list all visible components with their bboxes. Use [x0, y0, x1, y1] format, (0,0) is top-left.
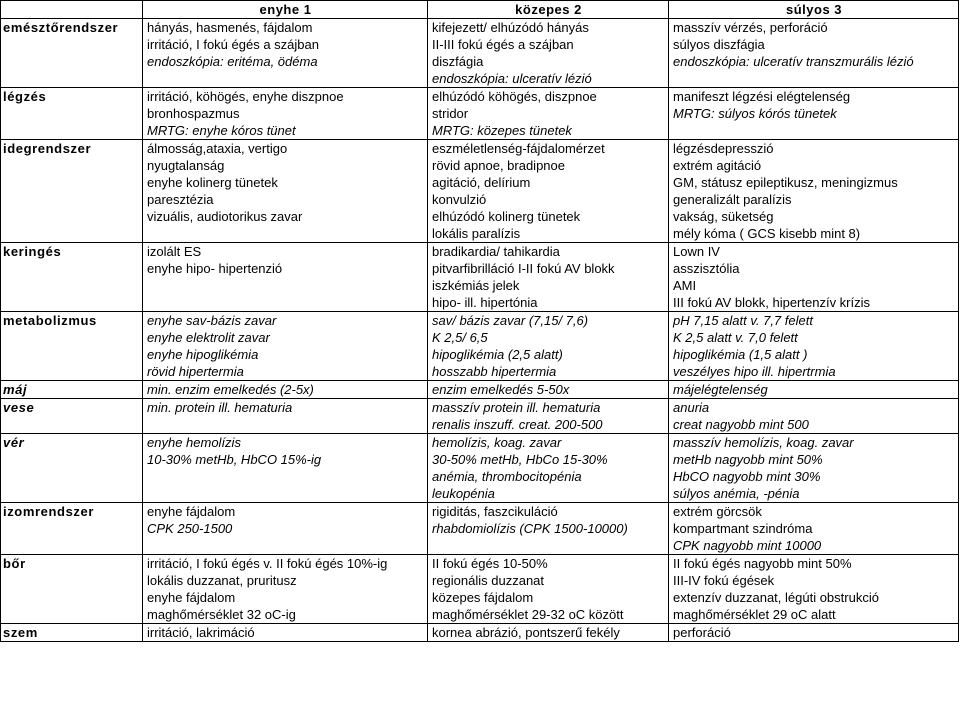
severity-cell-1: enyhe hemolízis	[143, 434, 428, 452]
category-label: légzés	[1, 88, 143, 106]
severity-cell-2: agitáció, delírium	[428, 174, 669, 191]
severity-cell-1: enyhe fájdalom	[143, 589, 428, 606]
table-row	[1, 416, 959, 434]
severity-cell-3: III fokú AV blokk, hipertenzív krízis	[669, 294, 959, 312]
table-row	[1, 105, 959, 122]
category-spacer	[1, 208, 143, 225]
category-label: vér	[1, 434, 143, 452]
severity-cell-2: eszméletlenség-fájdalomérzet	[428, 140, 669, 158]
severity-cell-2: leukopénia	[428, 485, 669, 503]
severity-cell-1	[143, 225, 428, 243]
severity-cell-3: súlyos diszfágia	[669, 36, 959, 53]
table-row	[1, 53, 959, 70]
category-spacer	[1, 105, 143, 122]
category-spacer	[1, 485, 143, 503]
severity-cell-3: pH 7,15 alatt v. 7,7 felett	[669, 312, 959, 330]
category-label: bőr	[1, 555, 143, 573]
severity-cell-2: rigiditás, faszcikuláció	[428, 503, 669, 521]
severity-cell-2: hosszabb hipertermia	[428, 363, 669, 381]
severity-cell-3: kompartmant szindróma	[669, 520, 959, 537]
severity-cell-1: irritáció, lakrimáció	[143, 624, 428, 642]
table-row	[1, 346, 959, 363]
severity-cell-3: extrém agitáció	[669, 157, 959, 174]
severity-cell-2: kornea abrázió, pontszerű fekély	[428, 624, 669, 642]
severity-cell-3: GM, státusz epileptikusz, meningizmus	[669, 174, 959, 191]
severity-cell-2: maghőmérséklet 29-32 oC között	[428, 606, 669, 624]
category-spacer	[1, 122, 143, 140]
category-spacer	[1, 468, 143, 485]
severity-cell-3: II fokú égés nagyobb mint 50%	[669, 555, 959, 573]
table-row	[1, 208, 959, 225]
severity-cell-2: lokális paralízis	[428, 225, 669, 243]
severity-cell-1: 10-30% metHb, HbCO 15%-ig	[143, 451, 428, 468]
severity-cell-1: CPK 250-1500	[143, 520, 428, 537]
severity-cell-2: iszkémiás jelek	[428, 277, 669, 294]
severity-cell-1: rövid hipertermia	[143, 363, 428, 381]
table-row	[1, 329, 959, 346]
table-row	[1, 260, 959, 277]
severity-cell-2: bradikardia/ tahikardia	[428, 243, 669, 261]
severity-cell-1: irritáció, I fokú égés a szájban	[143, 36, 428, 53]
severity-cell-3: Lown IV	[669, 243, 959, 261]
table-row	[1, 555, 959, 573]
severity-cell-2: rhabdomiolízis (CPK 1500-10000)	[428, 520, 669, 537]
severity-cell-3: veszélyes hipo ill. hipertrmia	[669, 363, 959, 381]
severity-cell-3: CPK nagyobb mint 10000	[669, 537, 959, 555]
severity-cell-3: metHb nagyobb mint 50%	[669, 451, 959, 468]
severity-cell-1: irritáció, I fokú égés v. II fokú égés 10%-ig	[143, 555, 428, 573]
severity-cell-3: manifeszt légzési elégtelenség	[669, 88, 959, 106]
severity-cell-1: enyhe sav-bázis zavar	[143, 312, 428, 330]
severity-cell-2: elhúzódó kolinerg tünetek	[428, 208, 669, 225]
category-label: metabolizmus	[1, 312, 143, 330]
severity-cell-3: asszisztólia	[669, 260, 959, 277]
category-label: keringés	[1, 243, 143, 261]
table-row	[1, 122, 959, 140]
category-label: emésztőrendszer	[1, 19, 143, 37]
severity-cell-3: AMI	[669, 277, 959, 294]
severity-cell-3: masszív hemolízis, koag. zavar	[669, 434, 959, 452]
table-row	[1, 589, 959, 606]
severity-cell-1: endoszkópia: eritéma, ödéma	[143, 53, 428, 70]
severity-cell-3: vakság, süketség	[669, 208, 959, 225]
table-row	[1, 157, 959, 174]
table-row	[1, 520, 959, 537]
severity-cell-2: sav/ bázis zavar (7,15/ 7,6)	[428, 312, 669, 330]
severity-cell-2: masszív protein ill. hematuria	[428, 399, 669, 417]
category-spacer	[1, 294, 143, 312]
severity-cell-2: pitvarfibrilláció I-II fokú AV blokk	[428, 260, 669, 277]
severity-cell-3: extrém görcsök	[669, 503, 959, 521]
table-body	[1, 19, 959, 642]
category-label: izomrendszer	[1, 503, 143, 521]
severity-cell-2: rövid apnoe, bradipnoe	[428, 157, 669, 174]
severity-cell-3: HbCO nagyobb mint 30%	[669, 468, 959, 485]
severity-cell-2: hemolízis, koag. zavar	[428, 434, 669, 452]
category-spacer	[1, 329, 143, 346]
table-row	[1, 294, 959, 312]
category-label: máj	[1, 381, 143, 399]
severity-cell-1	[143, 537, 428, 555]
header-corner	[1, 1, 143, 19]
table-row	[1, 243, 959, 261]
category-spacer	[1, 606, 143, 624]
category-spacer	[1, 53, 143, 70]
severity-cell-2: konvulzió	[428, 191, 669, 208]
severity-cell-1: enyhe elektrolit zavar	[143, 329, 428, 346]
table-row	[1, 70, 959, 88]
severity-cell-2: stridor	[428, 105, 669, 122]
severity-cell-2: közepes fájdalom	[428, 589, 669, 606]
header-col-3: súlyos 3	[669, 1, 959, 19]
severity-cell-2: kifejezett/ elhúzódó hányás	[428, 19, 669, 37]
header-col-1: enyhe 1	[143, 1, 428, 19]
category-spacer	[1, 174, 143, 191]
severity-cell-3: K 2,5 alatt v. 7,0 felett	[669, 329, 959, 346]
header-col-2: közepes 2	[428, 1, 669, 19]
severity-cell-2: diszfágia	[428, 53, 669, 70]
severity-cell-2: anémia, thrombocitopénia	[428, 468, 669, 485]
severity-cell-1	[143, 468, 428, 485]
severity-cell-3: MRTG: súlyos kórós tünetek	[669, 105, 959, 122]
severity-cell-1: MRTG: enyhe kóros tünet	[143, 122, 428, 140]
severity-cell-1: min. protein ill. hematuria	[143, 399, 428, 417]
severity-cell-2: II fokú égés 10-50%	[428, 555, 669, 573]
severity-cell-1	[143, 70, 428, 88]
table-row	[1, 36, 959, 53]
category-spacer	[1, 277, 143, 294]
severity-cell-1: lokális duzzanat, pruritusz	[143, 572, 428, 589]
severity-cell-2: hipoglikémia (2,5 alatt)	[428, 346, 669, 363]
table-row	[1, 537, 959, 555]
severity-cell-1: maghőmérséklet 32 oC-ig	[143, 606, 428, 624]
category-spacer	[1, 70, 143, 88]
table-row	[1, 88, 959, 106]
category-spacer	[1, 363, 143, 381]
severity-cell-2: regionális duzzanat	[428, 572, 669, 589]
category-spacer	[1, 537, 143, 555]
severity-cell-1	[143, 416, 428, 434]
severity-cell-1: enyhe kolinerg tünetek	[143, 174, 428, 191]
severity-cell-1	[143, 277, 428, 294]
severity-cell-1: enyhe fájdalom	[143, 503, 428, 521]
severity-cell-2: endoszkópia: ulceratív lézió	[428, 70, 669, 88]
table-row	[1, 503, 959, 521]
table-row	[1, 606, 959, 624]
severity-cell-3: creat nagyobb mint 500	[669, 416, 959, 434]
severity-cell-1: hányás, hasmenés, fájdalom	[143, 19, 428, 37]
severity-cell-2	[428, 537, 669, 555]
category-spacer	[1, 225, 143, 243]
category-spacer	[1, 416, 143, 434]
severity-cell-3: maghőmérséklet 29 oC alatt	[669, 606, 959, 624]
category-spacer	[1, 451, 143, 468]
category-spacer	[1, 346, 143, 363]
severity-cell-2: MRTG: közepes tünetek	[428, 122, 669, 140]
severity-cell-3: endoszkópia: ulceratív transzmurális lézió	[669, 53, 959, 70]
severity-cell-1: nyugtalanság	[143, 157, 428, 174]
severity-cell-3	[669, 70, 959, 88]
category-spacer	[1, 572, 143, 589]
category-spacer	[1, 157, 143, 174]
severity-cell-2: 30-50% metHb, HbCo 15-30%	[428, 451, 669, 468]
table-row	[1, 225, 959, 243]
header-row	[1, 1, 959, 19]
severity-cell-1: bronhospazmus	[143, 105, 428, 122]
table-row	[1, 434, 959, 452]
category-spacer	[1, 260, 143, 277]
category-spacer	[1, 36, 143, 53]
table-row	[1, 277, 959, 294]
severity-cell-3	[669, 122, 959, 140]
table-row	[1, 19, 959, 37]
category-spacer	[1, 191, 143, 208]
severity-cell-3: anuria	[669, 399, 959, 417]
severity-cell-3: májelégtelenség	[669, 381, 959, 399]
category-spacer	[1, 520, 143, 537]
severity-cell-3: extenzív duzzanat, légúti obstrukció	[669, 589, 959, 606]
table-row	[1, 140, 959, 158]
severity-cell-3: III-IV fokú égések	[669, 572, 959, 589]
table-row	[1, 174, 959, 191]
severity-cell-3: masszív vérzés, perforáció	[669, 19, 959, 37]
category-label: idegrendszer	[1, 140, 143, 158]
severity-cell-3: légzésdepresszió	[669, 140, 959, 158]
severity-cell-3: perforáció	[669, 624, 959, 642]
severity-cell-1	[143, 485, 428, 503]
severity-cell-1	[143, 294, 428, 312]
severity-cell-1: paresztézia	[143, 191, 428, 208]
severity-cell-3: generalizált paralízis	[669, 191, 959, 208]
table-row	[1, 191, 959, 208]
severity-cell-1: irritáció, köhögés, enyhe diszpnoe	[143, 88, 428, 106]
severity-cell-3: mély kóma ( GCS kisebb mint 8)	[669, 225, 959, 243]
severity-cell-1: vizuális, audiotorikus zavar	[143, 208, 428, 225]
table-row	[1, 399, 959, 417]
category-label: szem	[1, 624, 143, 642]
severity-cell-2: enzim emelkedés 5-50x	[428, 381, 669, 399]
severity-cell-2: II-III fokú égés a szájban	[428, 36, 669, 53]
table-row	[1, 363, 959, 381]
table-row	[1, 572, 959, 589]
table-row	[1, 312, 959, 330]
table-row	[1, 485, 959, 503]
severity-cell-1: enyhe hipo- hipertenzió	[143, 260, 428, 277]
table-row	[1, 468, 959, 485]
severity-cell-1: enyhe hipoglikémia	[143, 346, 428, 363]
severity-cell-2: renalis inszuff. creat. 200-500	[428, 416, 669, 434]
severity-cell-1: álmosság,ataxia, vertigo	[143, 140, 428, 158]
category-label: vese	[1, 399, 143, 417]
severity-cell-3: súlyos anémia, -pénia	[669, 485, 959, 503]
severity-cell-2: K 2,5/ 6,5	[428, 329, 669, 346]
table-row	[1, 624, 959, 642]
severity-cell-3: hipoglikémia (1,5 alatt )	[669, 346, 959, 363]
severity-cell-2: elhúzódó köhögés, diszpnoe	[428, 88, 669, 106]
severity-cell-2: hipo- ill. hipertónia	[428, 294, 669, 312]
category-spacer	[1, 589, 143, 606]
severity-cell-1: min. enzim emelkedés (2-5x)	[143, 381, 428, 399]
table-row	[1, 451, 959, 468]
severity-cell-1: izolált ES	[143, 243, 428, 261]
table-row	[1, 381, 959, 399]
